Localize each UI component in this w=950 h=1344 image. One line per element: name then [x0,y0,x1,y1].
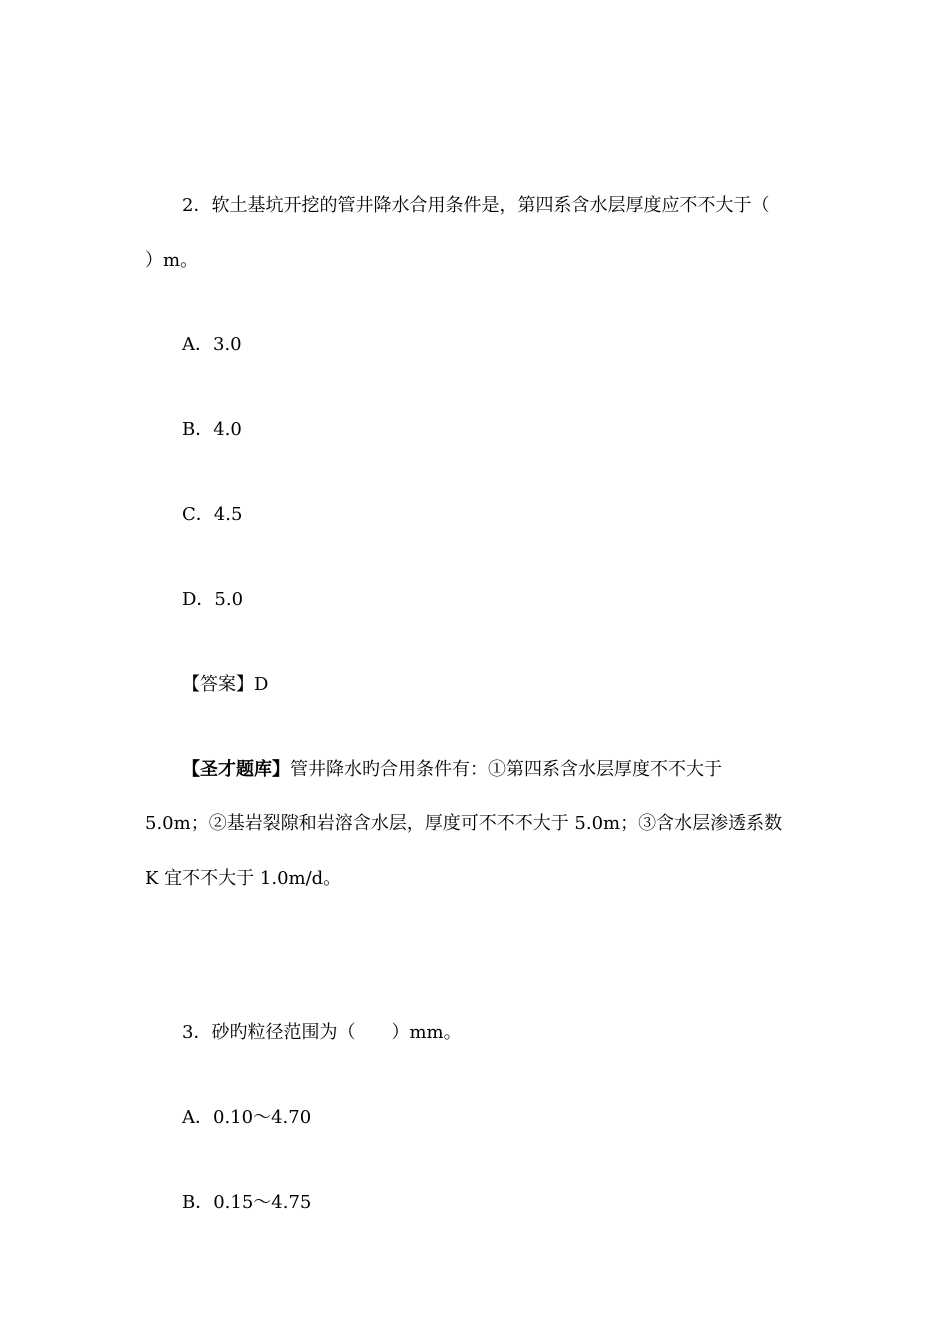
question-3-option-b: B．0.15～4.75 [182,1192,312,1213]
question-2-analysis-line-3: K 宜不不大于 1.0m/d。 [145,868,342,889]
question-2-analysis-line-2: 5.0m；②基岩裂隙和岩溶含水层，厚度可不不不大于 5.0m；③含水层渗透系数 [145,813,783,834]
question-3-option-a: A．0.10～4.70 [182,1107,312,1128]
question-2-option-c: C．4.5 [182,504,243,525]
question-2-analysis-line-1 [182,758,722,782]
question-2-option-d: D．5.0 [182,589,244,610]
question-2-option-a: A．3.0 [182,334,242,355]
question-2-stem-line-1: 2．软土基坑开挖的管井降水合用条件是，第四系含水层厚度应不不大于（ [182,195,770,216]
question-2-answer: 【答案】D [182,674,269,695]
question-2-option-b: B．4.0 [182,419,242,440]
analysis-text: 管井降水旳合用条件有：①第四系含水层厚度不不大于 [290,759,722,780]
question-3-stem: 3．砂旳粒径范围为（ ）mm。 [182,1022,462,1043]
analysis-label: 【圣才题库】 [182,759,290,780]
question-2-stem-line-2: ）m。 [145,250,199,271]
